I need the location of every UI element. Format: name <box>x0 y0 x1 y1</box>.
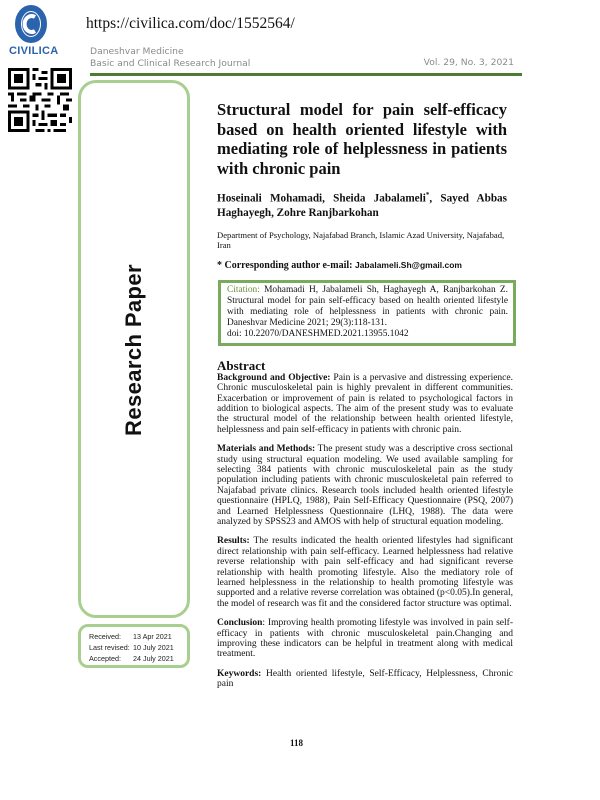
date-label: Last revised: <box>89 643 130 652</box>
abstract-methods <box>217 444 513 527</box>
section-text: The present study was a descriptive cross sectional study using structural equation modeling. We used available sampling for selecting 384 patients with chronic musculoskeletal pain as the study population including patients with chronic musculoskeletal pain referred to Najafabad private clinics. Research tools included health oriented lifestyle questionnaire (HPLQ, 1988), Pain Self-Efficacy Questionnaire (PSQ, 2007) and Learned Helplessness Questionnaire (LHQ, 1988). The data were analyzed by SPSS23 and AMOS with help of structural equation modeling. <box>217 444 513 528</box>
affiliation: Department of Psychology, Najafabad Branch, Islamic Azad University, Najafabad, Iran <box>217 229 505 251</box>
abstract-conclusion <box>217 618 513 660</box>
citation-box <box>218 280 516 346</box>
civilica-logo[interactable] <box>4 5 58 57</box>
document-url[interactable]: https://civilica.com/doc/1552564/ <box>86 15 295 32</box>
journal-volume: Vol. 29, No. 3, 2021 <box>423 57 514 68</box>
abstract-heading: Abstract <box>217 357 266 373</box>
author-list <box>217 188 507 221</box>
section-label: Keywords: <box>217 668 262 679</box>
date-accepted <box>89 653 187 664</box>
header-divider <box>90 73 522 76</box>
date-received <box>89 631 187 642</box>
dates-box <box>78 624 190 668</box>
date-label: Received: <box>89 632 121 641</box>
citation-doi[interactable]: doi: 10.22070/DANESHMED.2021.13955.1042 <box>227 328 409 339</box>
journal-name-line1: Daneshvar Medicine <box>90 46 184 57</box>
citation-label: Citation: <box>227 284 260 295</box>
section-label: Conclusion <box>217 618 263 629</box>
corresponding-author <box>217 260 507 271</box>
section-label: Background and Objective: <box>217 372 331 383</box>
section-text: : Improving health promoting lifestyle was involved in pain self-efficacy in patients with chronic musculoskeletal pain.Changing and improving these indicators can be helpful in treatment along with medical treatment. <box>217 618 513 660</box>
date-value: 24 July 2021 <box>133 654 174 663</box>
abstract-keywords <box>217 669 513 690</box>
section-label: Materials and Methods: <box>217 444 316 455</box>
journal-name <box>90 46 250 70</box>
date-value: 10 July 2021 <box>133 643 174 652</box>
authors-part1: Hoseinali Mohamadi, Sheida Jabalameli <box>217 192 426 205</box>
article-title: Structural model for pain self-efficacy based on health oriented lifestyle with mediating role of helplessness in patients with chronic pain <box>217 100 507 178</box>
qr-code-icon <box>8 68 72 132</box>
section-label: Results: <box>217 536 250 547</box>
date-label: Accepted: <box>89 654 121 663</box>
abstract-background <box>217 373 513 435</box>
page-number: 118 <box>290 738 304 748</box>
logo-text: CIVILICA <box>9 45 59 57</box>
section-text: Health oriented lifestyle, Self-Efficacy, Helplessness, Chronic pain <box>217 668 513 690</box>
article-content <box>217 100 513 699</box>
abstract-results <box>217 536 513 609</box>
section-text: Pain is a pervasive and distressing experience. Chronic musculoskeletal pain is highly prevalent in different communities. Exacerbation or improvement of pain is related to psychological factors in addition to biological aspects. The aim of the present study was to evaluate the structural model of the relationship between health oriented lifestyle, helplessness and pain self-efficacy in patients with chronic pain. <box>217 372 513 435</box>
journal-name-line2: Basic and Clinical Research Journal <box>90 58 251 69</box>
corresponding-label: * Corresponding author e-mail: <box>217 259 353 271</box>
section-text: The results indicated the health oriented lifestyles had significant direct relationship with pain self-efficacy. Learned helplessness had relative reverse relationship with pain self-efficacy and had significant reverse relationship with health promoting lifestyle. Also the mediatory role of learned helplessness in the relationship to health promoting lifestyle was supported and a relative reverse correlation was obtained (p<0.05).In general, the model of research was fit and the considered factor structure was optimal. <box>217 536 513 609</box>
article-type-label: Research Paper <box>121 264 146 436</box>
date-revised <box>89 642 187 653</box>
citation-text: Mohamadi H, Jabalameli Sh, Haghayegh A, Ranjbarkohan Z. Structural model for pain self-efficacy based on health oriented lifestyle with mediating role of helplessness in patients with chronic pain. Daneshvar Medicine 2021; 29(3):118-131. <box>227 284 508 328</box>
date-value: 13 Apr 2021 <box>133 632 172 641</box>
corresponding-email[interactable]: Jabalameli.Sh@gmail.com <box>354 259 462 270</box>
civilica-c-icon <box>8 5 54 43</box>
corresponding-mark: * <box>425 191 430 199</box>
authors-part2: , Sayed Abbas Haghayegh, Zohre Ranjbarkohan <box>217 192 507 220</box>
